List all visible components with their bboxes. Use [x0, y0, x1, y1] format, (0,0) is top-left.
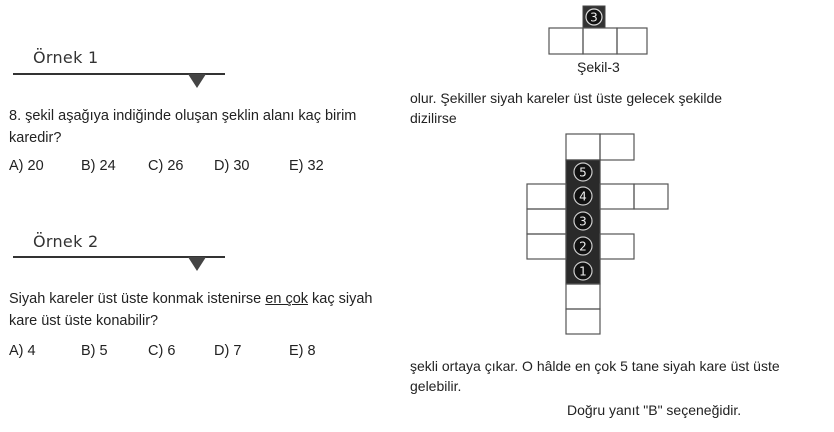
- example-2-question-emphasis: en çok: [265, 291, 309, 307]
- solution-text-2: şekli ortaya çıkar. O hâlde en çok 5 tane siyah kare üst üste gelebilir.: [410, 358, 780, 394]
- example-1-option-a: A) 20: [9, 158, 44, 174]
- stack-square: [527, 184, 566, 209]
- example-1-option-b: B) 24: [81, 158, 116, 174]
- stack-number-4: 4: [579, 189, 587, 204]
- stack-square: [600, 234, 634, 259]
- example-2-option-a: A) 4: [9, 343, 36, 359]
- example-1-question: 8. şekil aşağıya indiğinde oluşan şeklin alanı kaç birim karedir?: [9, 108, 357, 146]
- stack-number-1: 1: [579, 264, 587, 279]
- example-1-marker: [188, 74, 206, 88]
- solution-text-1: olur. Şekiller siyah kareler üst üste gelecek şekilde dizilirse: [410, 90, 723, 126]
- stack-number-3: 3: [579, 214, 587, 229]
- figure-3-square-left: [549, 28, 583, 54]
- stack-number-2: 2: [579, 239, 587, 254]
- answer-text: Doğru yanıt "B" seçeneğidir.: [567, 402, 742, 418]
- figure-3-label: Şekil-3: [577, 59, 620, 75]
- stack-number-5: 5: [579, 165, 587, 180]
- example-2-heading: Örnek 2: [33, 232, 99, 251]
- stack-square: [566, 284, 600, 309]
- figure-3-square-right: [617, 28, 647, 54]
- figure-3-square-middle: [583, 28, 617, 54]
- figure-3-diagram: [548, 5, 648, 57]
- stack-square: [566, 309, 600, 334]
- stack-square: [566, 134, 600, 160]
- example-2-option-d: D) 7: [214, 343, 242, 359]
- example-2-question-end: kaç siyah kare üst üste konabilir?: [9, 291, 373, 329]
- example-2-marker: [188, 257, 206, 271]
- stack-square: [634, 184, 668, 209]
- figure-3-number: 3: [590, 10, 598, 25]
- example-2-option-e: E) 8: [289, 343, 316, 359]
- example-1-heading: Örnek 1: [33, 48, 99, 67]
- example-2-option-c: C) 6: [148, 343, 176, 359]
- stacked-figure-diagram: [525, 133, 675, 338]
- example-2-question: [9, 288, 384, 332]
- stack-square: [600, 134, 634, 160]
- example-2-option-b: B) 5: [81, 343, 108, 359]
- example-1-option-d: D) 30: [214, 158, 250, 174]
- stack-square: [527, 209, 566, 234]
- example-1-option-e: E) 32: [289, 158, 324, 174]
- stack-square: [527, 234, 566, 259]
- stack-square: [600, 184, 634, 209]
- example-2-question-start: Siyah kareler üst üste konmak istenirse: [9, 291, 266, 307]
- example-1-option-c: C) 26: [148, 158, 184, 174]
